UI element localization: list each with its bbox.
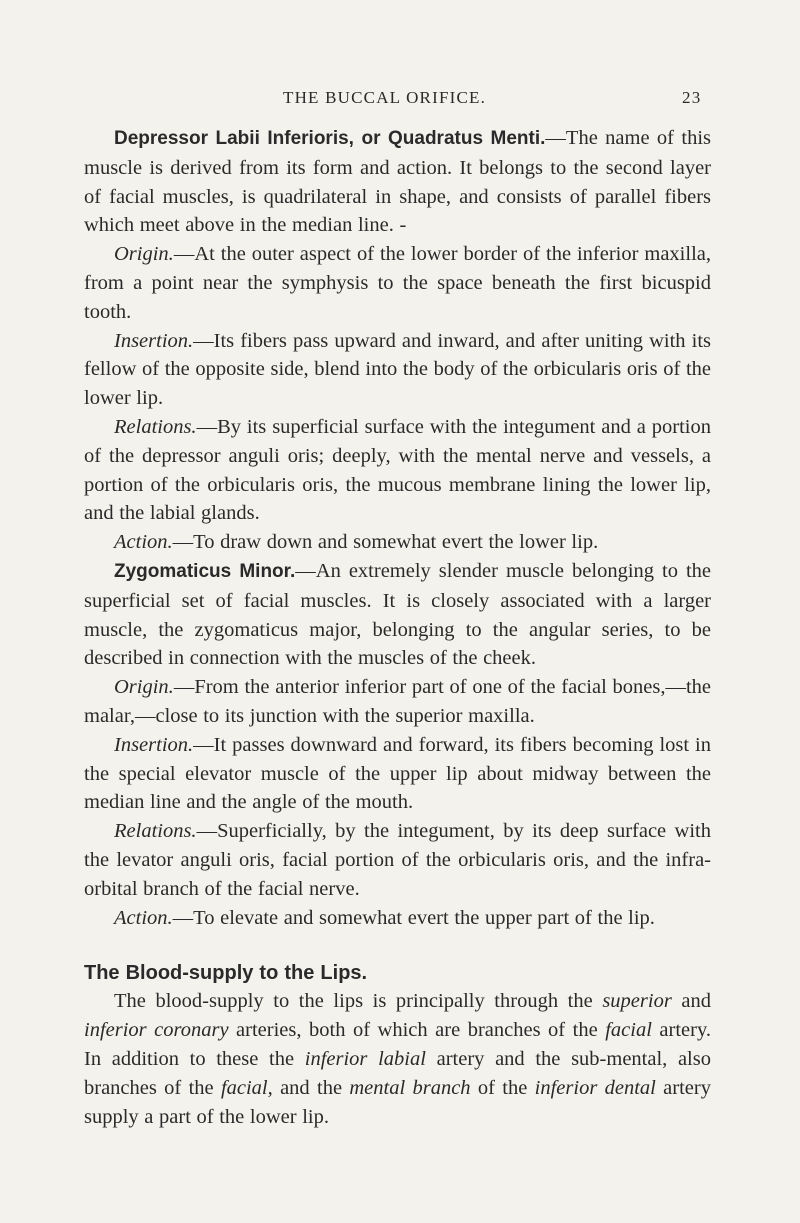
zygomaticus-intro-paragraph bbox=[84, 557, 711, 673]
zygomaticus-action-paragraph bbox=[84, 904, 711, 933]
zygomaticus-intro: —An extremely slender muscle belonging to the superficial set of facial muscles. It is closely associated with a larger muscle, the zygomaticus major, belonging to the angular series, to be described in connection with the muscles of the cheek. bbox=[84, 559, 711, 670]
blood-italic: facial, bbox=[220, 1076, 273, 1099]
relations-text: —Superficially, by the integument, by its deep surface with the levator anguli oris, facial portion of the orbicularis oris, and the infra-orbital branch of the facial nerve. bbox=[84, 820, 711, 900]
blood-text: artery and the sub-mental, also branches of the bbox=[84, 1047, 711, 1099]
zygomaticus-relations-paragraph bbox=[84, 817, 711, 903]
insertion-text: —Its fibers pass upward and inward, and after uniting with its fellow of the opposite side, blend into the body of the orbicularis oris of the lower lip. bbox=[84, 329, 711, 410]
blood-italic: superior bbox=[602, 990, 672, 1013]
depressor-heading: Depressor Labii Inferioris, or Quadratus Menti. bbox=[114, 128, 546, 149]
relations-label: Relations. bbox=[114, 415, 197, 438]
depressor-intro-paragraph bbox=[84, 124, 711, 240]
zygomaticus-origin-paragraph bbox=[84, 673, 711, 731]
zygomaticus-heading: Zygomaticus Minor. bbox=[114, 560, 296, 582]
blood-text: and the bbox=[272, 1076, 350, 1099]
blood-italic: mental branch bbox=[349, 1076, 471, 1099]
depressor-intro: —The name of this muscle is derived from its form and action. It belongs to the second layer of facial muscles, is quadrilateral in shape, and consists of parallel fibers which meet above in the median line. bbox=[84, 127, 711, 237]
origin-label: Origin. bbox=[114, 243, 174, 266]
stray-mark: - bbox=[399, 214, 407, 237]
action-label: Action. bbox=[114, 906, 173, 929]
body-text bbox=[84, 124, 711, 1131]
running-title: THE BUCCAL ORIFICE. bbox=[283, 88, 487, 107]
blood-supply-paragraph bbox=[84, 987, 711, 1131]
blood-text: The blood-supply to the lips is principally through the bbox=[114, 990, 603, 1013]
page-number: 23 bbox=[682, 88, 702, 107]
depressor-relations-paragraph bbox=[84, 413, 711, 528]
blood-italic: facial bbox=[605, 1019, 652, 1042]
blood-italic: inferior labial bbox=[304, 1047, 426, 1070]
blood-text: artery. In addition to these the bbox=[84, 1019, 711, 1070]
action-text: —To elevate and somewhat evert the upper part of the lip. bbox=[172, 906, 655, 929]
relations-label: Relations. bbox=[114, 820, 197, 843]
origin-label: Origin. bbox=[114, 676, 174, 699]
blood-italic: inferior coronary bbox=[84, 1019, 229, 1042]
blood-italic: inferior dental bbox=[534, 1076, 656, 1099]
action-text: —To draw down and somewhat evert the lower lip. bbox=[172, 531, 599, 554]
relations-text: —By its superficial surface with the integument and a portion of the depressor anguli oris; deeply, with the mental nerve and vessels, a portion of the orbicularis oris, the mucous membrane lining the lower lip, and the labial glands. bbox=[84, 415, 711, 525]
origin-text: —From the anterior inferior part of one of the facial bones,—the malar,—close to its junction with the superior maxilla. bbox=[84, 676, 711, 727]
insertion-label: Insertion. bbox=[114, 329, 194, 352]
zygomaticus-insertion-paragraph bbox=[84, 731, 711, 817]
depressor-origin-paragraph bbox=[84, 240, 711, 326]
insertion-text: —It passes downward and forward, its fibers becoming lost in the special elevator muscle of the upper lip about midway between the median line and the angle of the mouth. bbox=[84, 733, 711, 814]
action-label: Action. bbox=[114, 531, 173, 554]
insertion-label: Insertion. bbox=[114, 733, 194, 756]
blood-text: and bbox=[671, 990, 711, 1013]
depressor-insertion-paragraph bbox=[84, 327, 711, 413]
blood-text: of the bbox=[470, 1076, 535, 1099]
depressor-action-paragraph bbox=[84, 528, 711, 557]
blood-text: arteries, both of which are branches of the bbox=[228, 1019, 606, 1042]
origin-text: —At the outer aspect of the lower border of the inferior maxilla, from a point near the symphysis to the space beneath the first bicuspid tooth. bbox=[84, 243, 711, 323]
blood-supply-heading: The Blood-supply to the Lips. bbox=[84, 962, 368, 985]
blood-text: artery supply a part of the lower lip. bbox=[84, 1076, 711, 1128]
